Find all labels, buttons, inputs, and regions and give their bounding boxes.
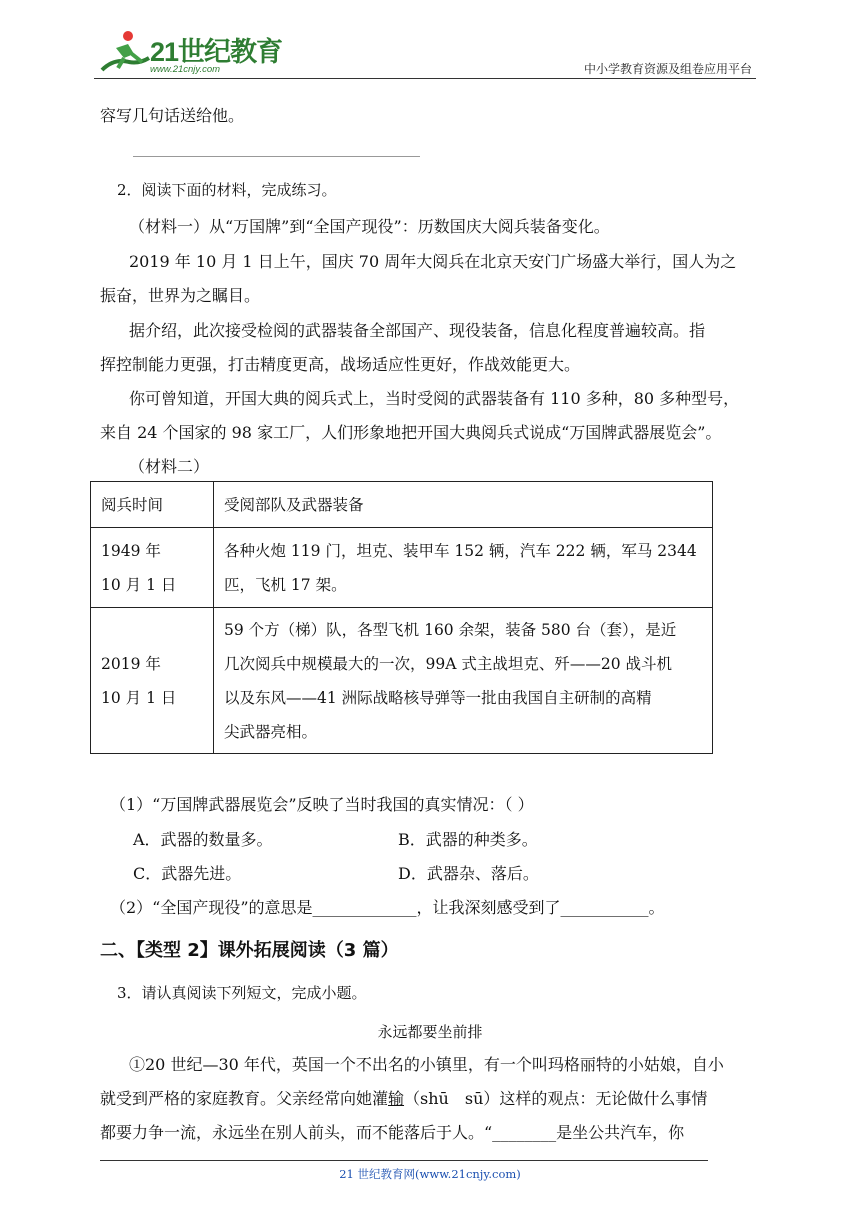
footer-divider [100, 1160, 708, 1161]
table-header-cell: 阅兵时间 [91, 482, 214, 528]
table-cell-detail [214, 528, 713, 608]
section-heading: 二、【类型 2】课外拓展阅读（3 篇） [100, 940, 399, 961]
story-line-2 [100, 1089, 707, 1109]
header-divider [94, 78, 756, 79]
question-3: 3．请认真阅读下列短文，完成小题。 [117, 984, 367, 1002]
paragraph-3b: 来自 24 个国家的 98 家工厂，人们形象地把开国大典阅兵式说成“万国牌武器展览会”。 [100, 423, 722, 442]
table-row [91, 528, 713, 608]
table-cell-detail [214, 608, 713, 754]
parade-table [90, 481, 713, 754]
sub-question-2: （2）“全国产现役”的意思是_____________，让我深刻感受到了___________。 [110, 898, 665, 917]
paragraph-2b: 挥控制能力更强，打击精度更高，战场适应性更好，作战效能更大。 [100, 355, 581, 374]
logo-title: 21世纪教育 [150, 37, 283, 67]
story-text: （shū sū）这样的观点：无论做什么事情 [404, 1089, 708, 1108]
underlined-char: 输 [388, 1089, 405, 1108]
runner-logo-icon [94, 28, 154, 78]
detail-line: 各种火炮 119 门，坦克、装甲车 152 辆，汽车 222 辆，军马 2344 [224, 541, 697, 560]
table-cell-time [91, 528, 214, 608]
time-line: 10 月 1 日 [101, 575, 177, 594]
logo-url: www.21cnjy.com [150, 64, 221, 75]
time-line: 2019 年 [101, 654, 161, 673]
footer-link[interactable]: 21 世纪教育网(www.21cnjy.com) [339, 1167, 521, 1181]
story-title: 永远都要坐前排 [377, 1023, 483, 1041]
option-d[interactable]: D．武器杂、落后。 [398, 864, 539, 883]
time-line: 1949 年 [101, 541, 161, 560]
detail-line: 匹，飞机 17 架。 [224, 575, 347, 594]
time-line: 10 月 1 日 [101, 688, 177, 707]
paragraph-1a: 2019 年 10 月 1 日上午，国庆 70 周年大阅兵在北京天安门广场盛大举行，国人为之 [129, 252, 737, 271]
material-1-title: （材料一）从“万国牌”到“全国产现役”：历数国庆大阅兵装备变化。 [129, 217, 610, 236]
question-2: 2．阅读下面的材料，完成练习。 [117, 181, 337, 199]
story-line-3: 都要力争一流，永远坐在别人前头，而不能落后于人。“________是坐公共汽车，你 [100, 1123, 685, 1142]
detail-line: 以及东风——41 洲际战略核导弹等一批由我国自主研制的高精 [224, 688, 652, 707]
table-header-row [91, 482, 713, 528]
platform-name: 中小学教育资源及组卷应用平台 [583, 62, 752, 76]
option-a[interactable]: A．武器的数量多。 [133, 830, 273, 849]
detail-line: 尖武器亮相。 [224, 722, 318, 741]
answer-blank-line[interactable] [133, 156, 420, 157]
option-b[interactable]: B．武器的种类多。 [398, 830, 538, 849]
story-text: 就受到严格的家庭教育。父亲经常向她灌 [100, 1089, 389, 1108]
material-2-title: （材料二） [129, 457, 210, 476]
detail-line: 几次阅兵中规模最大的一次，99A 式主战坦克、歼——20 战斗机 [224, 654, 672, 673]
continued-line: 容写几句话送给他。 [100, 106, 245, 125]
paragraph-3a: 你可曾知道，开国大典的阅兵式上，当时受阅的武器装备有 110 多种，80 多种型号， [129, 389, 740, 408]
paragraph-1b: 振奋，世界为之瞩目。 [100, 286, 261, 305]
option-c[interactable]: C．武器先进。 [133, 864, 242, 883]
story-line-1: ①20 世纪—30 年代，英国一个不出名的小镇里，有一个叫玛格丽特的小姑娘，自小 [129, 1055, 724, 1074]
paragraph-2a: 据介绍，此次接受检阅的武器装备全部国产、现役装备，信息化程度普遍较高。指 [129, 321, 706, 340]
detail-line: 59 个方（梯）队，各型飞机 160 余架，装备 580 台（套），是近 [224, 620, 677, 639]
table-row [91, 608, 713, 754]
table-cell-time [91, 608, 214, 754]
sub-question-1: （1）“万国牌武器展览会”反映了当时我国的真实情况：（ ） [110, 795, 534, 814]
table-header-cell: 受阅部队及武器装备 [214, 482, 713, 528]
